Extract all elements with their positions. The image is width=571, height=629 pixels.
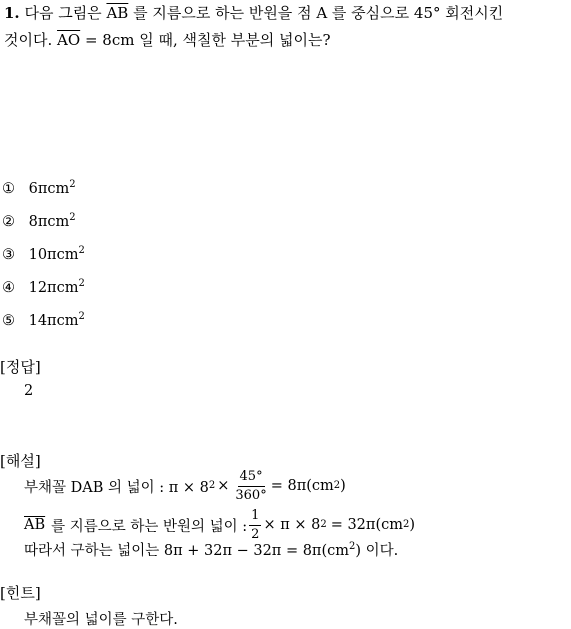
close-paren: ) xyxy=(340,478,346,494)
explanation-text: 따라서 구하는 넓이는 8π + 32π − 32π = 8π(cm xyxy=(24,543,349,559)
explanation-result: = 32π(cm xyxy=(330,517,403,533)
option-4[interactable] xyxy=(2,280,85,296)
explanation-line-3 xyxy=(24,539,398,560)
option-value: 6πcm xyxy=(28,181,70,197)
segment-ao: $\overline{AO}$ xyxy=(57,31,81,49)
explanation-line-1: 부채꼴 DAB 의 넓이 : π × 8 2 × $\frac{45^\circ}{360^\circ}$ = 8π(cm 2 ) xyxy=(24,468,346,503)
option-3[interactable] xyxy=(2,247,85,263)
question-line-2 xyxy=(4,30,331,50)
fraction xyxy=(233,468,268,505)
explanation-line-2: $\overline{AB}$ 를 지름으로 하는 반원의 넓이 : $\frac{1}{2}$ × π × 8 2 = 32π(cm 2 ) xyxy=(24,507,416,542)
fraction-numerator: 45° xyxy=(238,468,265,487)
exponent: 2 xyxy=(349,541,356,553)
option-exponent: 2 xyxy=(78,278,85,290)
explanation-header: [해설] xyxy=(0,452,41,470)
option-value: 10πcm xyxy=(28,247,79,263)
question-text-a: 다음 그림은 xyxy=(24,4,102,22)
question-text-d: = 8cm 일 때, 색칠한 부분의 넓이는? xyxy=(84,31,331,49)
hint-header: [힌트] xyxy=(0,584,41,602)
fraction-denominator: 2 xyxy=(251,526,260,542)
answer-value: 2 xyxy=(24,383,34,399)
explanation-text: 를 지름으로 하는 반원의 넓이 : xyxy=(51,518,248,535)
explanation-text: × π × 8 xyxy=(263,517,321,533)
option-marker: ③ xyxy=(2,247,15,263)
close-paren: ) xyxy=(409,517,416,533)
question-line-1 xyxy=(4,3,503,23)
option-2[interactable] xyxy=(2,214,76,230)
explanation-text: ) 이다. xyxy=(355,543,399,559)
option-5[interactable] xyxy=(2,313,85,329)
question-text-b: 를 지름으로 하는 반원을 점 A 를 중심으로 45° 회전시킨 xyxy=(133,4,504,22)
option-value: 12πcm xyxy=(28,280,79,296)
explanation-text: 부채꼴 DAB 의 넓이 : π × 8 xyxy=(24,479,209,496)
option-marker: ⑤ xyxy=(2,313,15,329)
segment-ab: $\overline{AB}$ xyxy=(106,4,129,22)
question-number: 1. xyxy=(4,4,20,22)
answer-header: [정답] xyxy=(0,358,41,376)
question-text-c: 것이다. xyxy=(4,31,53,49)
option-exponent: 2 xyxy=(78,245,85,257)
option-value: 14πcm xyxy=(28,313,79,329)
option-exponent: 2 xyxy=(69,179,76,191)
option-exponent: 2 xyxy=(78,311,85,323)
hint-text: 부채꼴의 넓이를 구한다. xyxy=(24,612,178,628)
explanation-result: = 8π(cm xyxy=(270,478,334,494)
segment-ab: $\overline{AB}$ xyxy=(24,517,46,533)
fraction-numerator: 1 xyxy=(249,507,261,526)
option-1[interactable] xyxy=(2,181,76,197)
option-marker: ④ xyxy=(2,280,15,296)
option-marker: ① xyxy=(2,181,15,197)
fraction-denominator: 360° xyxy=(235,487,267,503)
option-value: 8πcm xyxy=(28,214,70,230)
times-sign: × xyxy=(217,478,230,494)
option-marker: ② xyxy=(2,214,15,230)
option-exponent: 2 xyxy=(69,212,76,224)
fraction xyxy=(249,507,261,544)
